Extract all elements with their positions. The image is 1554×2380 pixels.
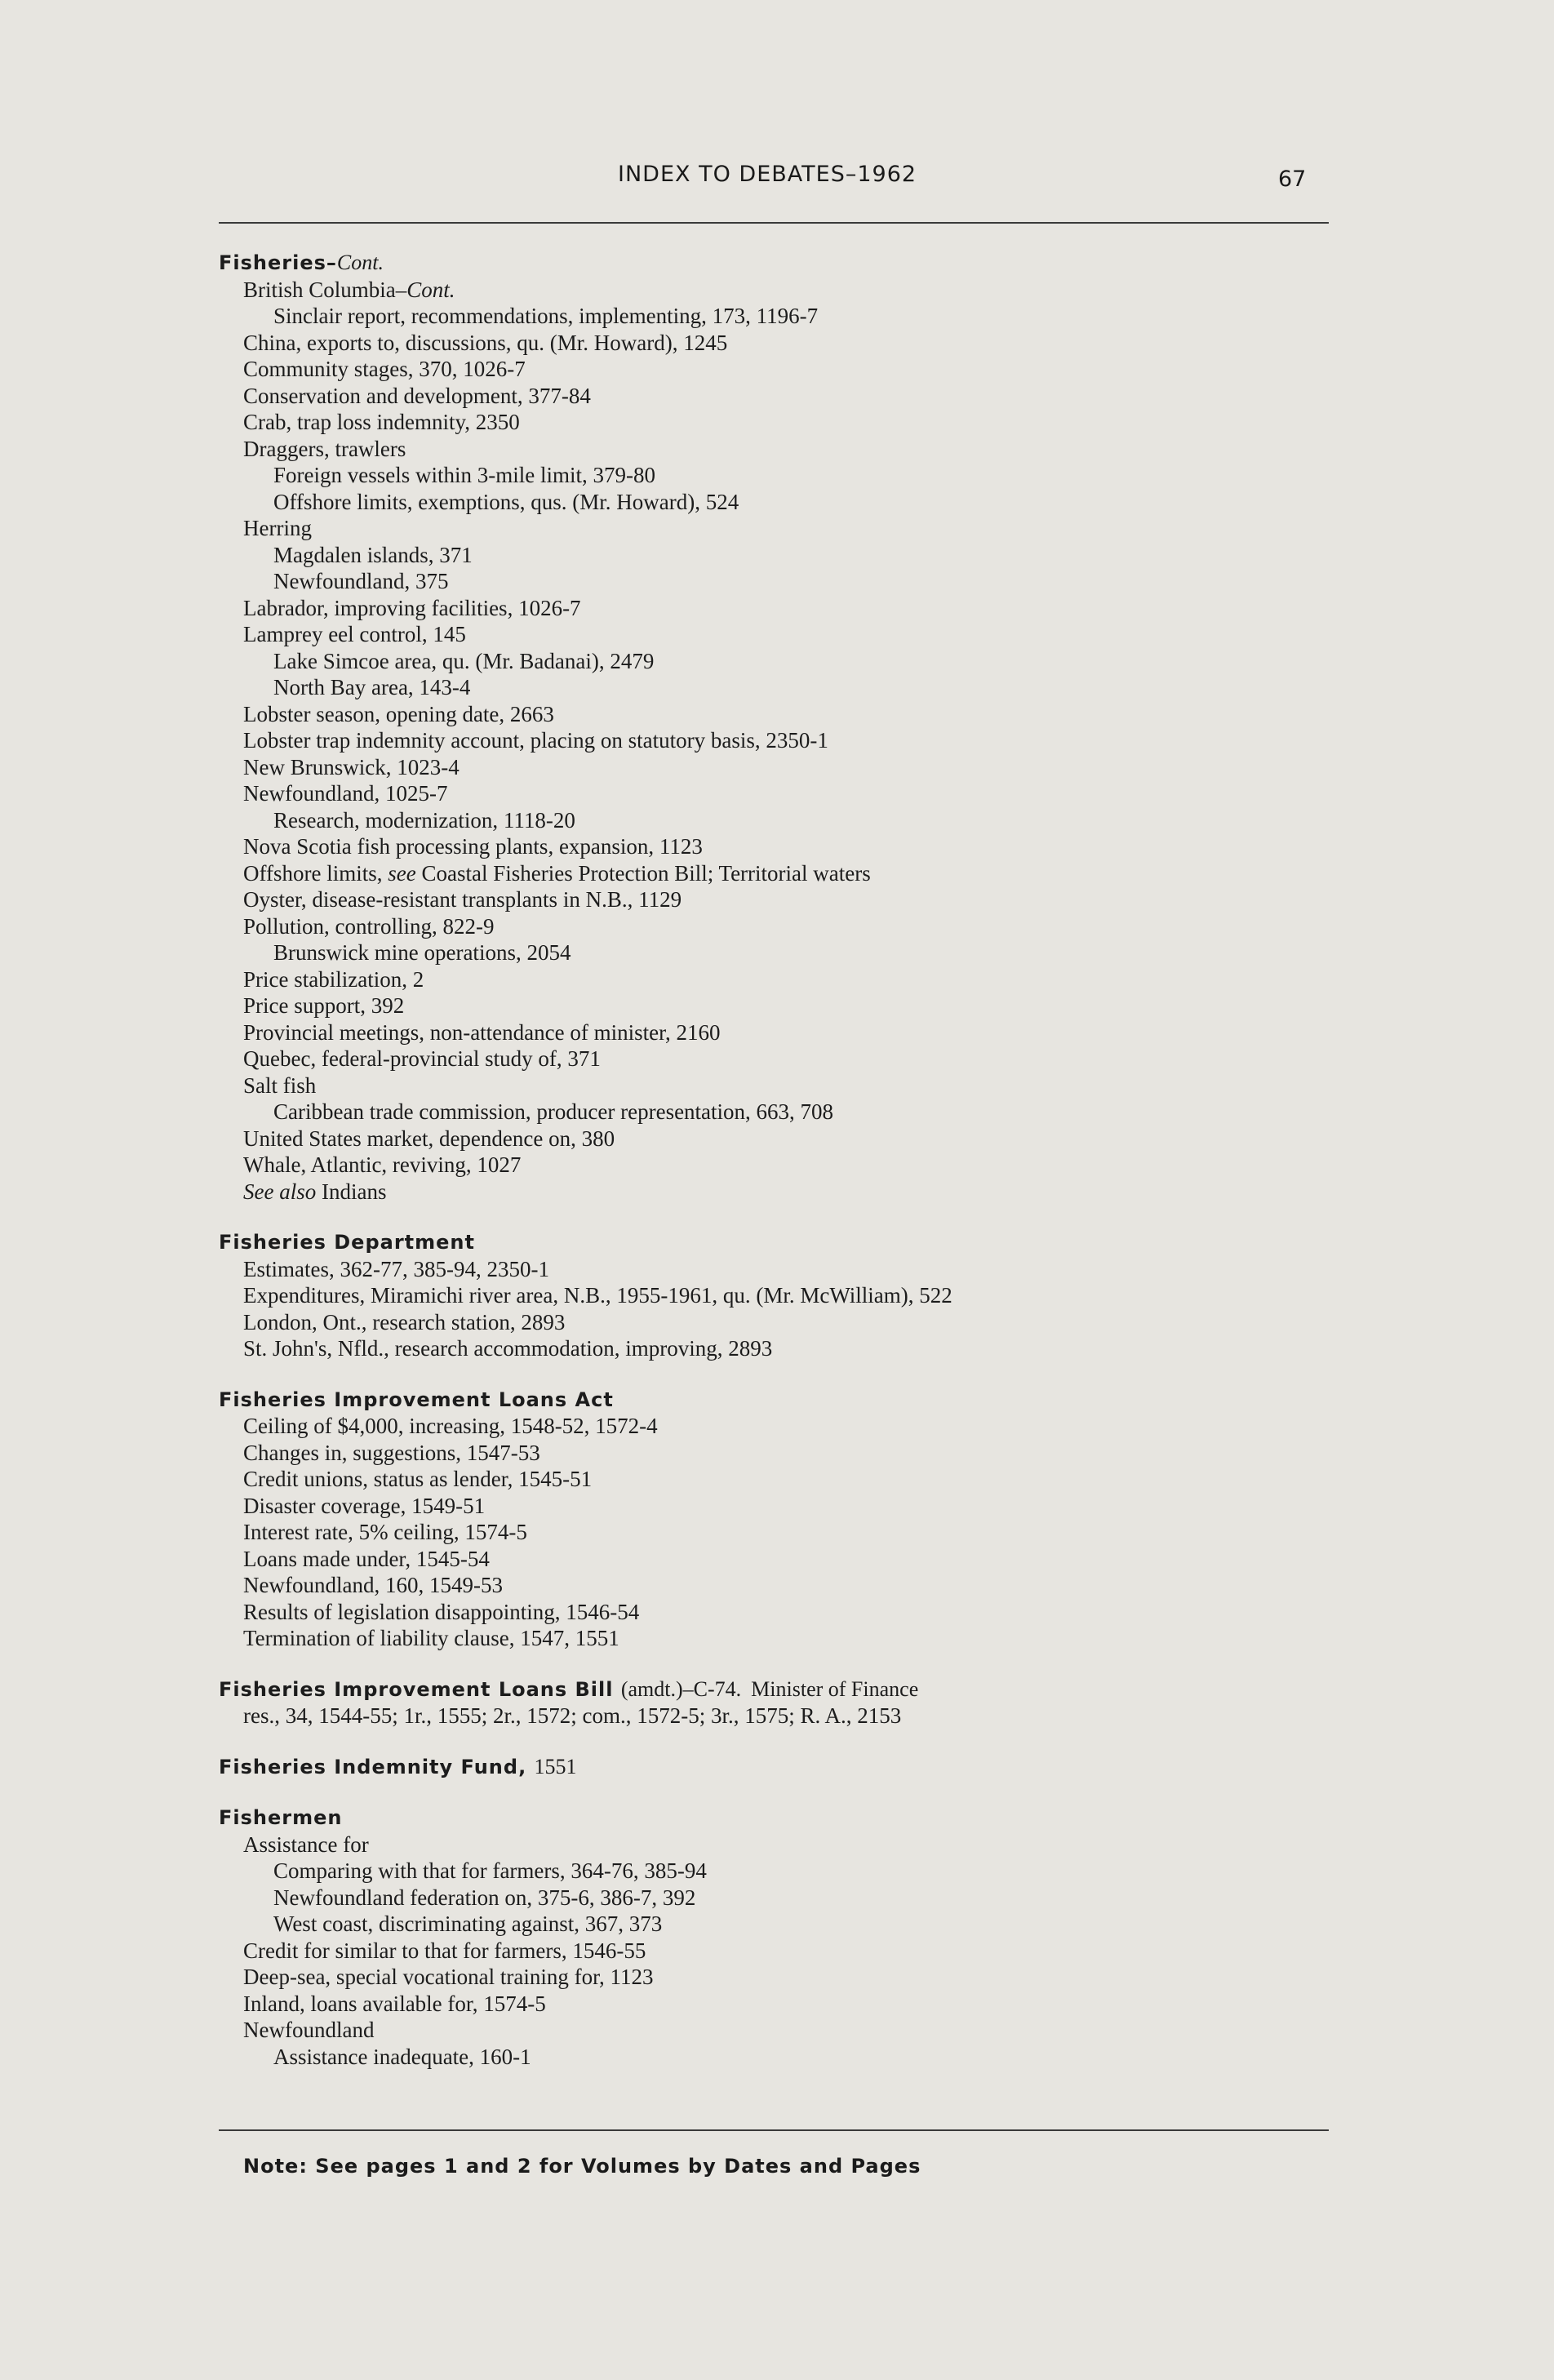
subentry: Lamprey eel control, 145 bbox=[243, 622, 466, 646]
subentry: Provincial meetings, non-attendance of minister, 2160 bbox=[243, 1019, 721, 1045]
subentry: Research, modernization, 1118-20 bbox=[273, 807, 575, 833]
subentry: Price stabilization, 2 bbox=[243, 966, 424, 992]
subentry: Offshore limits, see Coastal Fisheries Protection Bill; Territorial waters bbox=[243, 860, 871, 886]
subentry: Changes in, suggestions, 1547-53 bbox=[243, 1440, 540, 1465]
subentry: Comparing with that for farmers, 364-76, 385-94 bbox=[273, 1858, 707, 1883]
entry-fisheries-department bbox=[219, 1229, 1329, 1362]
subentry: Assistance for bbox=[243, 1832, 369, 1857]
subentry: West coast, discriminating against, 367, 373 bbox=[273, 1912, 663, 1936]
subentry: Deep-sea, special vocational training for, 1123 bbox=[243, 1965, 654, 1989]
subentry: Community stages, 370, 1026-7 bbox=[243, 357, 526, 381]
subentry: Credit unions, status as lender, 1545-51 bbox=[243, 1467, 593, 1491]
entry-heading: Fisheries Improvement Loans Act bbox=[219, 1388, 614, 1411]
subentry: Pollution, controlling, 822-9 bbox=[243, 913, 495, 939]
entry-heading: Fisheries–Cont. bbox=[219, 251, 384, 274]
subentry: Conservation and development, 377-84 bbox=[243, 383, 591, 408]
entry-fisheries-indemnity-fund bbox=[219, 1754, 1329, 1781]
subentry: New Brunswick, 1023-4 bbox=[243, 754, 460, 779]
subentry: Salt fish bbox=[243, 1072, 317, 1098]
bill-stages: res., 34, 1544-55; 1r., 1555; 2r., 1572; com., 1572-5; 3r., 1575; R. A., 2153 bbox=[243, 1703, 902, 1728]
subentry: Draggers, trawlers bbox=[243, 436, 406, 461]
subentry: Crab, trap loss indemnity, 2350 bbox=[243, 410, 520, 434]
subentry: London, Ont., research station, 2893 bbox=[243, 1309, 566, 1334]
subentry: Expenditures, Miramichi river area, N.B., 1955-1961, qu. (Mr. McWilliam), 522 bbox=[243, 1283, 952, 1308]
subentry: Foreign vessels within 3-mile limit, 379-80 bbox=[273, 463, 655, 487]
subentry: Results of legislation disappointing, 1546-54 bbox=[243, 1599, 640, 1624]
subentry: Newfoundland federation on, 375-6, 386-7, 392 bbox=[273, 1885, 696, 1910]
subentry: Magdalen islands, 371 bbox=[273, 542, 473, 567]
page-number: 67 bbox=[1278, 167, 1307, 192]
subentry: Newfoundland, 160, 1549-53 bbox=[243, 1573, 503, 1597]
subentry: Lobster season, opening date, 2663 bbox=[243, 701, 554, 726]
subentry: Herring bbox=[243, 516, 312, 540]
subentry: Loans made under, 1545-54 bbox=[243, 1546, 490, 1571]
subentry: Oyster, disease-resistant transplants in N.B., 1129 bbox=[243, 887, 682, 912]
subentry: Whale, Atlantic, reviving, 1027 bbox=[243, 1152, 522, 1177]
entry-fisheries-improvement-loans-act bbox=[219, 1387, 1329, 1652]
entry-fisheries-improvement-loans-bill bbox=[219, 1676, 1329, 1729]
entry-heading: Fishermen bbox=[219, 1806, 343, 1829]
footer-note: Note: See pages 1 and 2 for Volumes by Dates and Pages bbox=[243, 2155, 921, 2178]
entry-heading: Fisheries Department bbox=[219, 1231, 475, 1254]
subentry: Newfoundland bbox=[243, 2018, 375, 2042]
subentry: Lake Simcoe area, qu. (Mr. Badanai), 2479 bbox=[273, 648, 655, 673]
subentry: Offshore limits, exemptions, qus. (Mr. Howard), 524 bbox=[273, 489, 739, 514]
subentry: British Columbia–Cont. bbox=[243, 277, 455, 302]
subentry: Credit for similar to that for farmers, 1546-55 bbox=[243, 1938, 646, 1963]
entry-fishermen bbox=[219, 1805, 1329, 2070]
footer-rule bbox=[219, 2129, 1329, 2131]
subentry: Caribbean trade commission, producer representation, 663, 708 bbox=[273, 1099, 834, 1124]
subentry: North Bay area, 143-4 bbox=[273, 675, 471, 699]
subentry: Assistance inadequate, 160-1 bbox=[273, 2044, 531, 2069]
subentry: Disaster coverage, 1549-51 bbox=[243, 1493, 486, 1518]
entry-heading: Fisheries Indemnity Fund, 1551 bbox=[219, 1754, 577, 1778]
subentry: Sinclair report, recommendations, implementing, 173, 1196-7 bbox=[273, 304, 819, 328]
subentry: Termination of liability clause, 1547, 1551 bbox=[243, 1626, 619, 1650]
index-body bbox=[219, 250, 1329, 2070]
subentry: Ceiling of $4,000, increasing, 1548-52, 1572-4 bbox=[243, 1414, 658, 1438]
subentry: Interest rate, 5% ceiling, 1574-5 bbox=[243, 1520, 527, 1544]
subentry: Newfoundland, 1025-7 bbox=[243, 781, 448, 806]
entry-fisheries-cont bbox=[219, 250, 1329, 1205]
header-rule bbox=[219, 222, 1329, 224]
subentry: United States market, dependence on, 380 bbox=[243, 1126, 615, 1151]
subentry: Inland, loans available for, 1574-5 bbox=[243, 1991, 546, 2016]
subentry: Labrador, improving facilities, 1026-7 bbox=[243, 595, 581, 620]
cross-reference: See also Indians bbox=[243, 1179, 387, 1204]
entry-heading: Fisheries Improvement Loans Bill (amdt.)–C-74. Minister of Finance bbox=[219, 1676, 919, 1701]
subentry: Newfoundland, 375 bbox=[273, 569, 449, 593]
subentry: Lobster trap indemnity account, placing on statutory basis, 2350-1 bbox=[243, 728, 828, 753]
running-title: INDEX TO DEBATES–1962 bbox=[618, 162, 917, 187]
subentry: Quebec, federal-provincial study of, 371 bbox=[243, 1046, 601, 1071]
page-header bbox=[0, 162, 1554, 211]
subentry: Estimates, 362-77, 385-94, 2350-1 bbox=[243, 1256, 549, 1281]
subentry: China, exports to, discussions, qu. (Mr. Howard), 1245 bbox=[243, 330, 728, 355]
subentry: Price support, 392 bbox=[243, 993, 405, 1018]
subentry: Nova Scotia fish processing plants, expansion, 1123 bbox=[243, 834, 703, 859]
subentry: St. John's, Nfld., research accommodation, improving, 2893 bbox=[243, 1336, 773, 1361]
subentry: Brunswick mine operations, 2054 bbox=[273, 940, 571, 965]
